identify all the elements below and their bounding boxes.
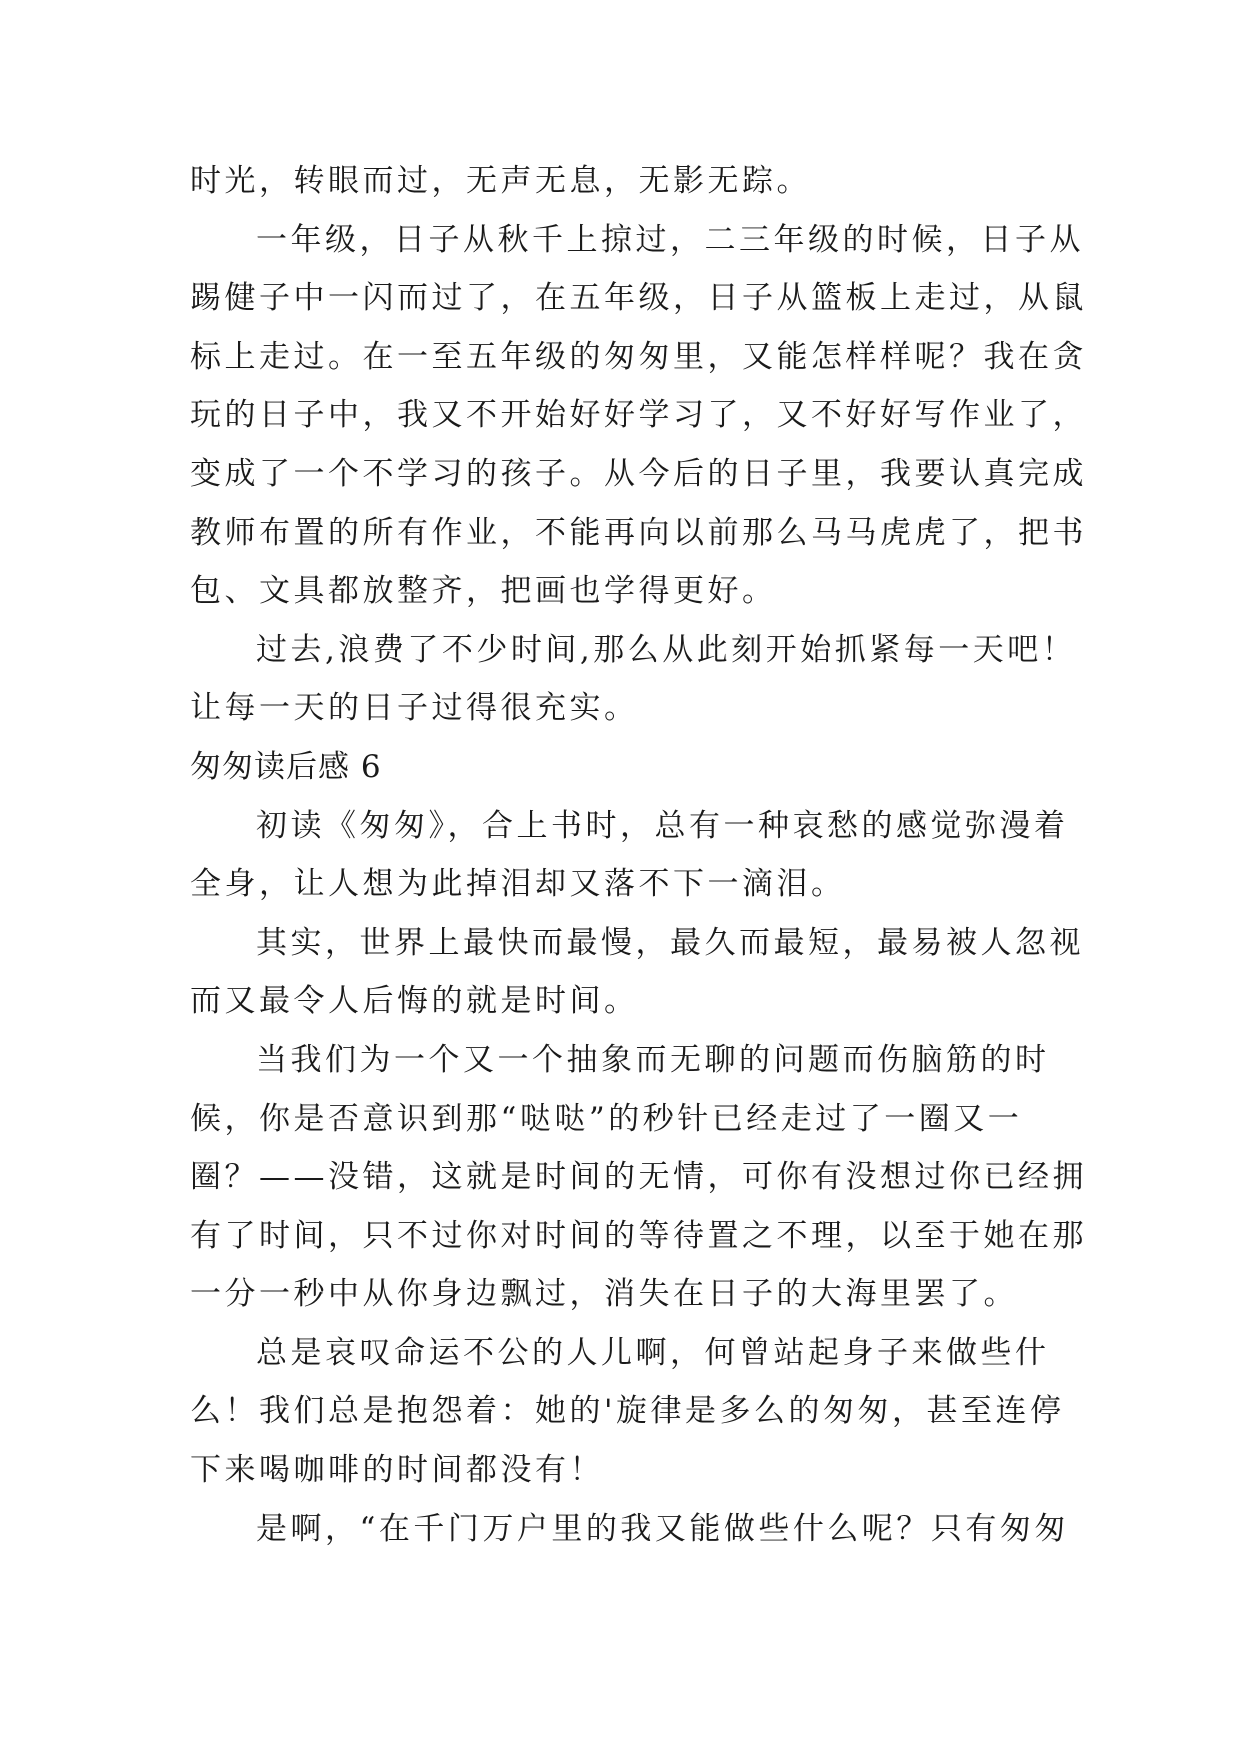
paragraph-line: 候，你是否意识到那“哒哒”的秒针已经走过了一圈又一 [190,1100,1023,1137]
paragraph-line: 下来喝咖啡的时间都没有！ [190,1452,604,1489]
paragraph-line: 一分一秒中从你身边飘过，消失在日子的大海里罢了。 [190,1276,1018,1313]
paragraph-line: 教师布置的所有作业，不能再向以前那么马马虎虎了，把书 [190,514,1087,551]
paragraph-line: 总是哀叹命运不公的人儿啊，何曾站起身子来做些什 [256,1334,1050,1371]
section-heading: 匆匆读后感 6 [190,748,382,785]
paragraph-line: 一年级，日子从秋千上掠过，二三年级的时候，日子从 [256,221,1084,258]
paragraph-line: 是啊，“在千门万户里的我又能做些什么呢？只有匆匆 [256,1510,1069,1547]
paragraph-line: 踢健子中一闪而过了，在五年级，日子从篮板上走过，从鼠 [190,280,1087,317]
paragraph-line: 其实，世界上最快而最慢，最久而最短，最易被人忽视 [256,924,1084,961]
paragraph-line: 有了时间，只不过你对时间的等待置之不理，以至于她在那 [190,1217,1087,1254]
paragraph-line: 圈？——没错，这就是时间的无情，可你有没想过你已经拥 [190,1159,1087,1196]
document-body [190,152,1087,1558]
paragraph-line: 让每一天的日子过得很充实。 [190,690,639,727]
paragraph-line: 而又最令人后悔的就是时间。 [190,983,639,1020]
paragraph-line: 变成了一个不学习的孩子。从今后的日子里，我要认真完成 [190,455,1087,492]
paragraph-line: 过去,浪费了不少时间,那么从此刻开始抓紧每一天吧！ [256,631,1077,668]
paragraph-line: 包、文具都放整齐，把画也学得更好。 [190,573,777,610]
paragraph-line: 全身，让人想为此掉泪却又落不下一滴泪。 [190,866,846,903]
paragraph-line: 玩的日子中，我又不开始好好学习了，又不好好写作业了， [190,397,1087,434]
paragraph-line: 当我们为一个又一个抽象而无聊的问题而伤脑筋的时 [256,1041,1050,1078]
paragraph-line: 时光，转眼而过，无声无息，无影无踪。 [190,163,811,199]
paragraph-line: 初读《匆匆》，合上书时，总有一种哀愁的感觉弥漫着 [256,807,1069,844]
paragraph-line: 么！我们总是抱怨着：她的'旋律是多么的匆匆，甚至连停 [190,1393,1065,1430]
paragraph-line: 标上走过。在一至五年级的匆匆里，又能怎样样呢？我在贪 [190,338,1087,375]
